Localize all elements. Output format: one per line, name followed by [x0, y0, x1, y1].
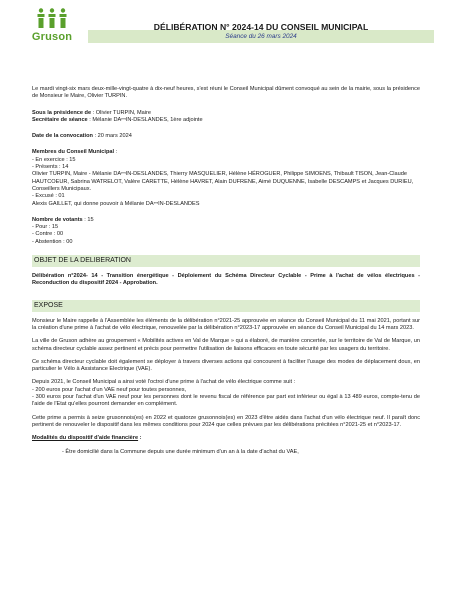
votants-contre: - Contre : 00 — [32, 231, 64, 238]
modalites-heading — [32, 435, 420, 442]
modalites-label: Modalités du dispositif d'aide financière — [32, 435, 139, 442]
presidence-line — [32, 110, 420, 117]
expose-item-300: - 300 euros pour l'achat d'un VAE neuf pour les personnes dont le revenu fiscal de référence par part est inférieur ou égal à 13 489 euros, compte-tenu de l'aide de l'Etat qu'elles pourront demander en complément. — [32, 394, 420, 408]
votants-value: : 15 — [82, 216, 94, 223]
logo-figure-icon — [48, 8, 56, 28]
membres-presents: - Présents : 14 — [32, 164, 69, 171]
modalites-suffix: : — [138, 435, 142, 442]
expose-paragraph-2: La ville de Gruson adhère au groupement « Mobilités actives en Val de Marque » qui a élaboré, de manière concertée, sur le territoire de Val de Marque, un schéma directeur cyclable assez pertinent et précis pour permettre l'utilisation de liaisons efficaces en toute sécurité par les usagers du territoire. — [32, 338, 420, 352]
logo-figure-icon — [37, 8, 45, 28]
presidence-value: : Olivier TURPIN, Maire — [91, 109, 151, 116]
logo-figures — [30, 8, 74, 28]
logo-text: Gruson — [31, 31, 73, 43]
secretaire-value: : Mélanie DAꟷIN-DESLANDES, 1ère adjointe — [87, 116, 203, 123]
membres-excuse: - Excusé : 01 — [32, 193, 65, 200]
expose-paragraph-5: Cette prime a permis à seize grusonnois(es) en 2022 et quatorze grusonnois(es) en 2023 d'être aidés dans l'achat d'un vélo électrique neuf. Il paraît donc pertinent de renouveler le dispositif dans les mêmes conditions pour 2024 que celles prévues par les délibérations précitées n°2021-25 et n°2023-17. — [32, 414, 420, 428]
logo-figure-icon — [59, 8, 67, 28]
membres-heading — [32, 149, 420, 156]
secretaire-line — [32, 117, 420, 124]
secretaire-label: Secrétaire de séance — [32, 116, 88, 123]
convocation-label: Date de la convocation — [32, 133, 93, 140]
objet-text: Délibération n°2024- 14 - Transition énergétique - Déploiement du Schéma Directeur Cyclable - Prime à l'achat de vélos électriques - Reconduction du dispositif 2024 - Approbation. — [32, 273, 420, 287]
convocation-value: : 20 mars 2024 — [92, 133, 132, 140]
modalites-item-1: - Être domicilié dans la Commune depuis une durée minimum d'un an à la date d'achat du VAE, — [62, 448, 299, 455]
membres-pouvoir: Alexis GAILLET, qui donne pouvoir à Mélanie DAꟷIN-DESLANDES — [32, 200, 200, 207]
membres-list: Olivier TURPIN, Maire - Mélanie DAꟷIN-DESLANDES, Thierry MASQUELIER, Hélène HÉROGUER, Philippe SIMOENS, Thibault TISON, Jean-Claude HAUTCOEUR, Sabrina WATRELOT, Valère CARETTE, Hélène HAVRET, Alain DUFRENE, Aimé DUQUENNE, Isabelle DESCAMPS et Jacques DURIEU, Conseillers Municipaux. — [32, 171, 414, 192]
document-body — [32, 86, 420, 456]
membres-suffix: : — [114, 149, 118, 156]
gruson-logo — [30, 8, 74, 43]
expose-paragraph-3: Ce schéma directeur cyclable doit également se déployer à travers diverses actions qui concourent à faciliter l'usage des modes de déplacement doux, en particulier le Vélo à Assistance Electrique (VAE). — [32, 358, 420, 373]
section-objet: OBJET DE LA DELIBERATION — [32, 255, 420, 267]
votants-heading — [32, 217, 420, 224]
intro-paragraph: Le mardi vingt-six mars deux-mille-vingt-quatre à dix-neuf heures, s'est réuni le Conseil Municipal dûment convoqué au sein de la mairie, sous la présidence de Monsieur le Maire, Olivier TURPIN. — [32, 86, 420, 100]
expose-item-200: - 200 euros pour l'achat d'un VAE neuf pour toutes personnes, — [32, 386, 187, 393]
votants-abstention: - Abstention : 00 — [32, 238, 73, 245]
section-expose: EXPOSE — [32, 300, 420, 312]
page-title: DÉLIBÉRATION N° 2024-14 DU CONSEIL MUNICIPAL — [153, 22, 369, 32]
membres-label: Membres du Conseil Municipal — [32, 149, 115, 156]
expose-paragraph-4: Depuis 2021, le Conseil Municipal a ainsi voté l'octroi d'une prime à l'achat de vélo électrique comme suit : — [32, 379, 296, 386]
votants-pour: - Pour : 15 — [32, 224, 59, 231]
membres-exercice: - En exercice : 15 — [32, 156, 76, 163]
session-date: Séance du 26 mars 2024 — [225, 33, 297, 40]
expose-paragraph-1: Monsieur le Maire rappelle à l'Assemblée les éléments de la délibération n°2021-25 approuvée en séance du Conseil Municipal du 11 mai 2021, portant sur la création d'une prime à l'achat de vélo électrique, renouvelée par la délibération n°2023-17 approuvée en séance du Conseil Municipal du 14 mars 2023. — [32, 317, 420, 331]
presidence-label: Sous la présidence de — [32, 109, 92, 116]
votants-label: Nombre de votants — [32, 216, 83, 223]
convocation-line — [32, 133, 420, 140]
